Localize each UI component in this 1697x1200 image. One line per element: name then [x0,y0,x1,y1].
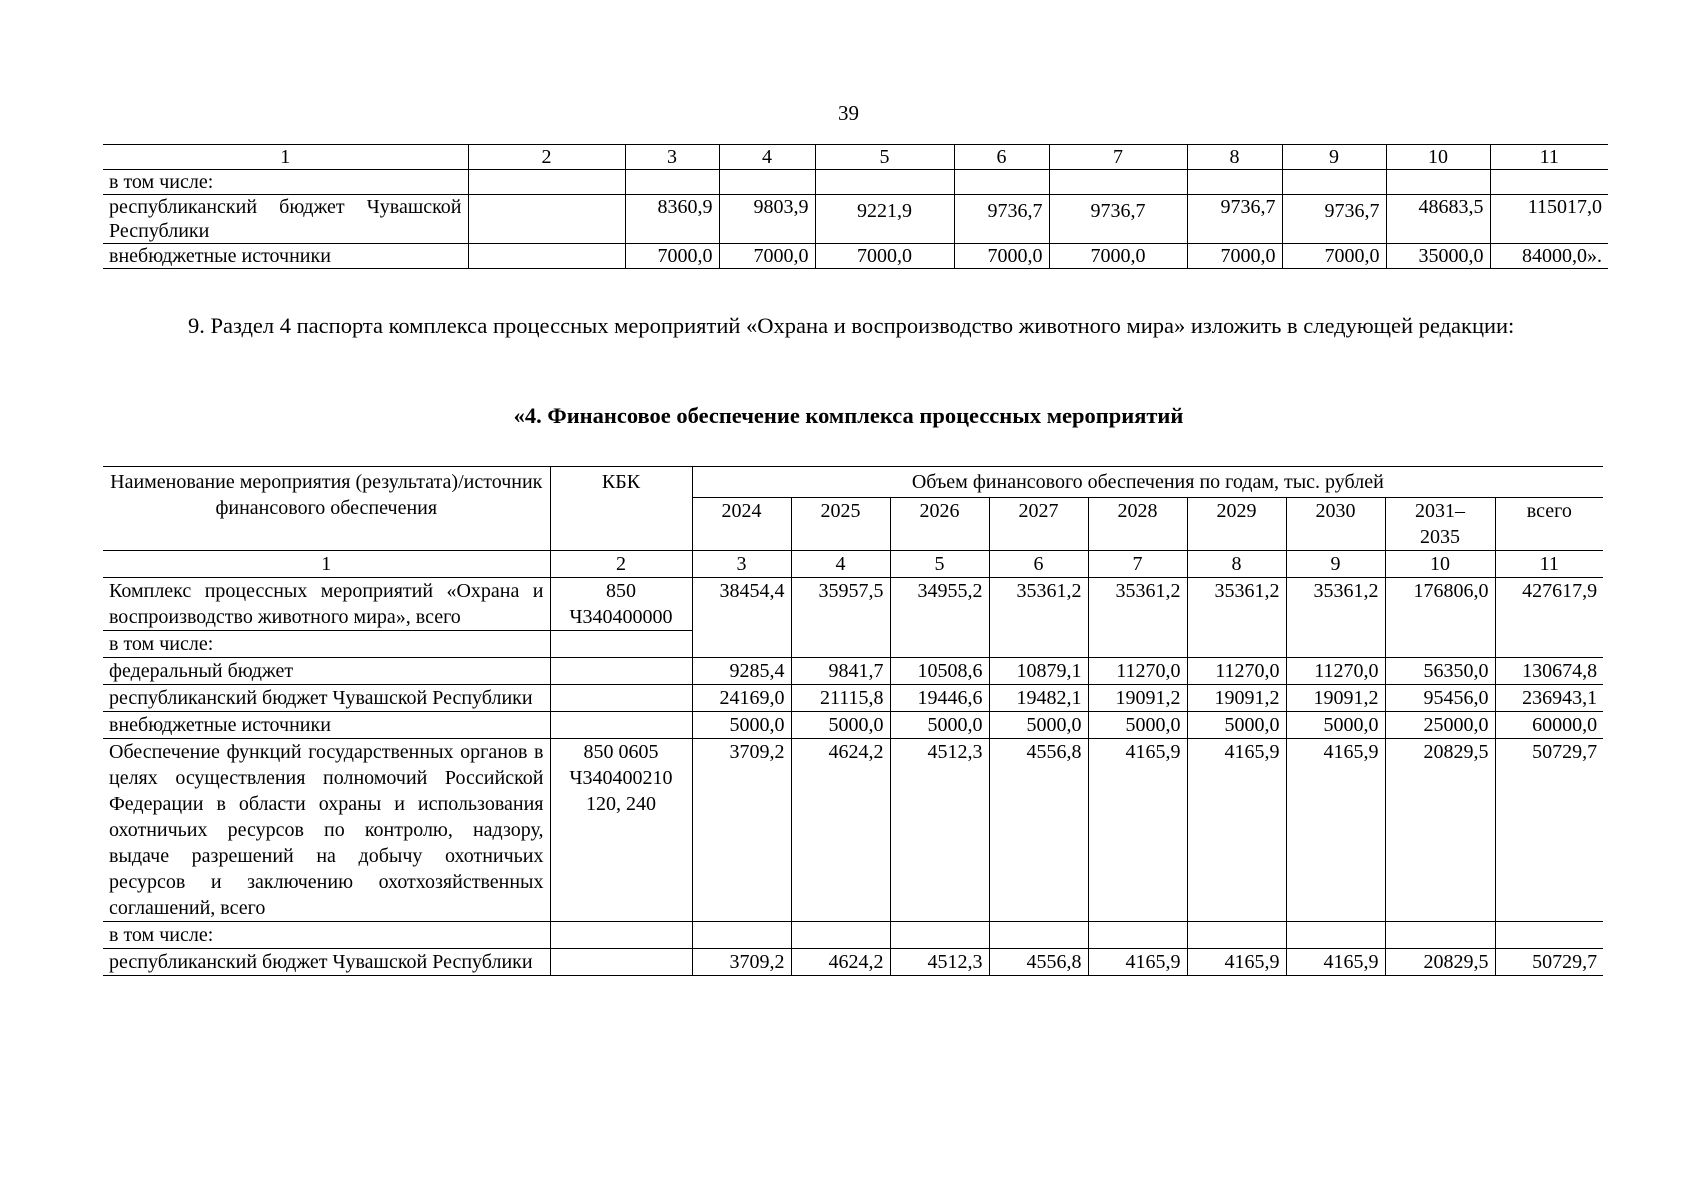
value-cell: 56350,0 [1385,658,1495,685]
column-number: 10 [1386,145,1490,170]
header-volume-cell: Объем финансового обеспечения по годам, тыс. рублей [692,467,1603,498]
value-cell: 35361,2 [989,578,1088,658]
continuation-table [103,144,1608,269]
value-cell: 35000,0 [1386,244,1490,269]
column-number: 9 [1286,551,1385,578]
value-cell: 9221,9 [815,195,954,244]
value-cell: 5000,0 [890,712,989,739]
value-cell [1495,922,1603,949]
page-number: 39 [838,101,859,125]
value-cell: 7000,0 [815,244,954,269]
value-cell: 4556,8 [989,739,1088,922]
value-cell: 9803,9 [719,195,815,244]
row-label: внебюджетные источники [103,712,550,739]
value-cell: 35361,2 [1286,578,1385,658]
value-cell: 7000,0 [1282,244,1386,269]
value-cell: 25000,0 [1385,712,1495,739]
header-kbk-cell: КБК [550,467,692,551]
value-cell: 84000,0». [1490,244,1608,269]
value-cell: 19482,1 [989,685,1088,712]
column-number: 8 [1187,145,1282,170]
column-number: 9 [1282,145,1386,170]
value-cell [625,170,719,195]
value-cell: 20829,5 [1385,949,1495,976]
value-cell: 176806,0 [1385,578,1495,658]
row-label: Комплекс процессных мероприятий «Охрана и воспроизводство животного мира», всего [103,578,550,631]
value-cell: 4624,2 [791,739,890,922]
value-cell: 50729,7 [1495,949,1603,976]
row-label: федеральный бюджет [103,658,550,685]
value-cell: 10879,1 [989,658,1088,685]
value-cell: 9736,7 [1187,195,1282,244]
value-cell [1386,170,1490,195]
kbk-cell [550,685,692,712]
table-row [103,658,1603,685]
column-number: 4 [791,551,890,578]
year-header: всего [1495,498,1603,551]
value-cell: 7000,0 [719,244,815,269]
value-cell: 3709,2 [692,949,791,976]
value-cell [954,170,1049,195]
table-row [103,922,1603,949]
value-cell: 60000,0 [1495,712,1603,739]
value-cell: 5000,0 [692,712,791,739]
value-cell: 48683,5 [1386,195,1490,244]
year-header: 2027 [989,498,1088,551]
table-header-row [103,145,1608,170]
year-header: 2025 [791,498,890,551]
value-cell [1049,170,1187,195]
value-cell: 5000,0 [1187,712,1286,739]
value-cell: 35361,2 [1187,578,1286,658]
year-header: 2030 [1286,498,1385,551]
value-cell [1088,922,1187,949]
value-cell: 4556,8 [989,949,1088,976]
value-cell: 24169,0 [692,685,791,712]
value-cell [1187,922,1286,949]
value-cell: 9736,7 [1282,195,1386,244]
value-cell: 7000,0 [954,244,1049,269]
column-number: 7 [1049,145,1187,170]
year-header: 2029 [1187,498,1286,551]
value-cell: 4165,9 [1286,739,1385,922]
value-cell: 10508,6 [890,658,989,685]
kbk-cell [550,712,692,739]
column-number: 8 [1187,551,1286,578]
value-cell [1187,170,1282,195]
financing-table [103,466,1603,976]
column-number: 7 [1088,551,1187,578]
value-cell: 19091,2 [1187,685,1286,712]
value-cell: 7000,0 [1049,244,1187,269]
table-row [103,712,1603,739]
column-number: 11 [1490,145,1608,170]
row-label: республиканский бюджет Чувашской Республики [103,195,468,244]
value-cell: 427617,9 [1495,578,1603,658]
table-row [103,739,1603,922]
row-label: в том числе: [103,170,468,195]
year-header: 2028 [1088,498,1187,551]
section-title: «4. Финансовое обеспечение комплекса процессных мероприятий [513,403,1184,428]
value-cell: 115017,0 [1490,195,1608,244]
value-cell: 95456,0 [1385,685,1495,712]
column-numbers-row [103,551,1603,578]
value-cell: 11270,0 [1286,658,1385,685]
value-cell: 20829,5 [1385,739,1495,922]
year-header: 2026 [890,498,989,551]
table-row [103,170,1608,195]
column-number: 2 [468,145,625,170]
value-cell: 50729,7 [1495,739,1603,922]
value-cell [692,922,791,949]
value-cell [890,922,989,949]
value-cell: 9736,7 [1049,195,1187,244]
value-cell: 5000,0 [1088,712,1187,739]
row-label: республиканский бюджет Чувашской Республики [103,685,550,712]
table-row [103,195,1608,244]
value-cell [1286,922,1385,949]
kbk-cell [550,922,692,949]
row-label: внебюджетные источники [103,244,468,269]
kbk-cell [468,195,625,244]
year-header: 2031–2035 [1385,498,1495,551]
value-cell: 11270,0 [1187,658,1286,685]
row-label: республиканский бюджет Чувашской Республики [103,949,550,976]
column-number: 11 [1495,551,1603,578]
value-cell: 4512,3 [890,739,989,922]
row-label: Обеспечение функций государственных органов в целях осуществления полномочий Российской Федерации в области охраны и использования охотничьих ресурсов по контролю, надзору, выдаче разрешений на добычу охотничьих ресурсов и заключению охотхозяйственных соглашений, всего [103,739,550,922]
value-cell: 4165,9 [1187,949,1286,976]
value-cell: 5000,0 [1286,712,1385,739]
kbk-cell [468,244,625,269]
column-number: 1 [103,551,550,578]
value-cell [719,170,815,195]
value-cell: 9285,4 [692,658,791,685]
value-cell: 9736,7 [954,195,1049,244]
value-cell [1490,170,1608,195]
value-cell: 35361,2 [1088,578,1187,658]
value-cell: 21115,8 [791,685,890,712]
value-cell: 5000,0 [791,712,890,739]
value-cell: 4165,9 [1187,739,1286,922]
value-cell: 4512,3 [890,949,989,976]
value-cell: 35957,5 [791,578,890,658]
value-cell: 34955,2 [890,578,989,658]
value-cell: 130674,8 [1495,658,1603,685]
column-number: 5 [890,551,989,578]
kbk-cell [468,170,625,195]
kbk-cell: 850 0605 Ч340400210 120, 240 [550,739,692,922]
value-cell: 5000,0 [989,712,1088,739]
kbk-cell [550,631,692,658]
value-cell: 4165,9 [1286,949,1385,976]
column-number: 2 [550,551,692,578]
kbk-cell [550,658,692,685]
kbk-cell: 850 Ч340400000 [550,578,692,631]
value-cell [1282,170,1386,195]
table-row [103,578,1603,631]
value-cell [791,922,890,949]
kbk-cell [550,949,692,976]
row-label: в том числе: [103,631,550,658]
value-cell [1385,922,1495,949]
table-header-row [103,467,1603,498]
value-cell: 4624,2 [791,949,890,976]
value-cell [989,922,1088,949]
column-number: 3 [625,145,719,170]
column-number: 3 [692,551,791,578]
value-cell: 7000,0 [625,244,719,269]
row-label: в том числе: [103,922,550,949]
value-cell: 3709,2 [692,739,791,922]
value-cell: 38454,4 [692,578,791,658]
table-row [103,244,1608,269]
column-number: 5 [815,145,954,170]
table-row [103,685,1603,712]
table-row [103,949,1603,976]
header-name-cell: Наименование мероприятия (результата)/источник финансового обеспечения [103,467,550,551]
column-number: 1 [103,145,468,170]
year-header: 2024 [692,498,791,551]
value-cell: 19446,6 [890,685,989,712]
value-cell: 11270,0 [1088,658,1187,685]
value-cell: 4165,9 [1088,949,1187,976]
value-cell: 19091,2 [1088,685,1187,712]
value-cell: 9841,7 [791,658,890,685]
column-number: 6 [954,145,1049,170]
value-cell: 4165,9 [1088,739,1187,922]
value-cell: 8360,9 [625,195,719,244]
column-number: 4 [719,145,815,170]
value-cell: 19091,2 [1286,685,1385,712]
column-number: 10 [1385,551,1495,578]
value-cell: 7000,0 [1187,244,1282,269]
value-cell: 236943,1 [1495,685,1603,712]
column-number: 6 [989,551,1088,578]
value-cell [815,170,954,195]
body-paragraph: 9. Раздел 4 паспорта комплекса процессных мероприятий «Охрана и воспроизводство животного мира» изложить в следующей редакции: [188,313,1515,338]
